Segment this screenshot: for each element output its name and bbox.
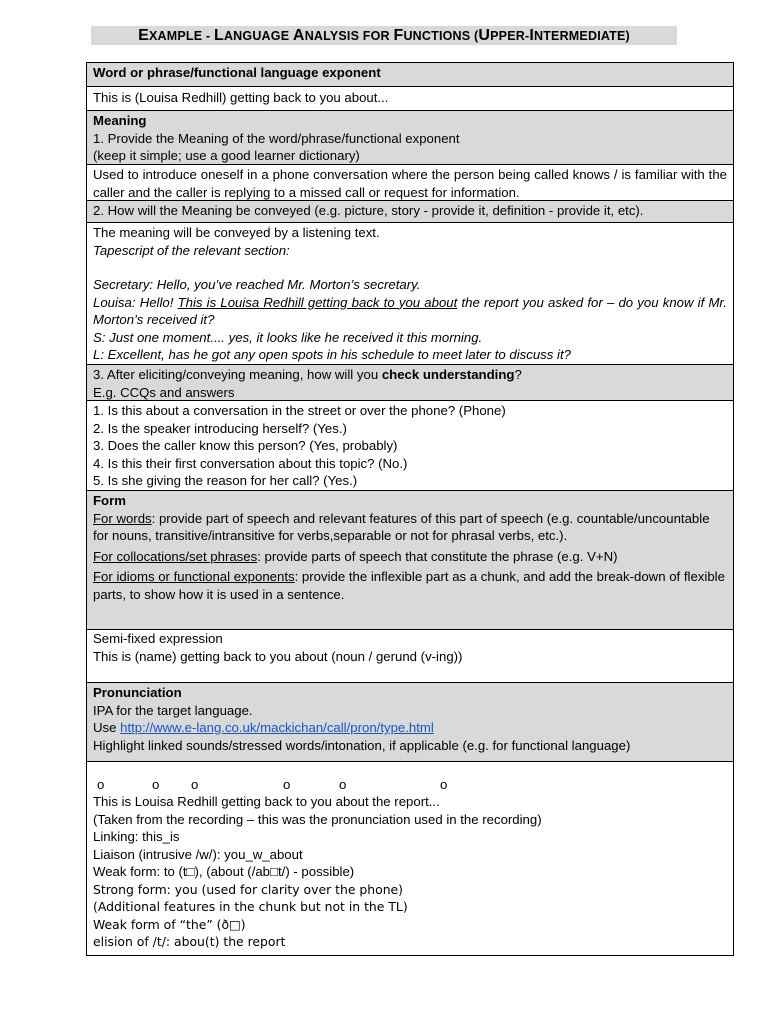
tapescript-line: Louisa: Hello! This is Louisa Redhill getting back to you about the report you asked for – do you know if Mr. Morton’s received it? xyxy=(93,294,728,327)
meaning-question-2: 2. How will the Meaning be conveyed (e.g. picture, story - provide it, definition - provide it, etc). xyxy=(87,201,733,223)
stress-mark: o xyxy=(440,777,448,792)
pronunciation-heading: Pronunciation xyxy=(93,685,182,700)
pronunciation-answer: o o o o o o This is Louisa Redhill getting back to you about the report... (Taken from the recording – this was the pronunciation used in the recording) Linking: this_is Liaison (intrusive /w/): you_w_about Weak form: to (t□), (about (/ab□t/) - possible) Strong form: you (used for clarity over the phone) (Additional features in the chunk but not in the TL) Weak form of “the” (ð□) elision of /t/: abou(t) the report xyxy=(87,762,733,955)
form-heading: Form xyxy=(93,493,126,508)
page-title: EXAMPLE - LANGUAGE ANALYSIS FOR FUNCTIONS (UPPER-INTERMEDIATE) xyxy=(91,26,677,45)
meaning-convey-answer: The meaning will be conveyed by a listening text. Tapescript of the relevant section: Secretary: Hello, you’ve reached Mr. Morton’s secretary. Louisa: Hello! This is Louisa Redhill getting back to you about the report you asked for – do you know if Mr. Morton’s received it? S: Just one moment.... yes, it looks like he received it this morning. L: Excellent, has he got any open spots in his schedule to meet later to discuss it? xyxy=(87,223,733,365)
ccq-list xyxy=(87,401,733,491)
example-sentence: This is Louisa Redhill getting back to you about the report... xyxy=(93,794,440,809)
stress-mark: o xyxy=(191,777,199,792)
pronunciation-question: Pronunciation IPA for the target language. Use http://www.e-lang.co.uk/mackichan/call/pron/type.html Highlight linked sounds/stressed words/intonation, if applicable (e.g. for functional language) xyxy=(87,683,733,762)
ccq-item: 1. Is this about a conversation in the street or over the phone? (Phone) xyxy=(93,403,506,418)
meaning-heading: Meaning xyxy=(93,113,147,128)
stress-mark: o xyxy=(339,777,347,792)
tapescript-line: L: Excellent, has he got any open spots in his schedule to meet later to discuss it? xyxy=(93,347,571,362)
tapescript-label: Tapescript of the relevant section: xyxy=(93,242,290,258)
word-value: This is (Louisa Redhill) getting back to you about... xyxy=(87,87,733,111)
stress-mark: o xyxy=(152,777,160,792)
stress-mark: o xyxy=(283,777,291,792)
ccq-item: 5. Is she giving the reason for her call? (Yes.) xyxy=(93,473,358,488)
pronunciation-link[interactable]: http://www.e-lang.co.uk/mackichan/call/pron/type.html xyxy=(120,720,434,735)
ccq-item: 4. Is this their first conversation about this topic? (No.) xyxy=(93,455,408,471)
form-question: Form For words: provide part of speech and relevant features of this part of speech (e.g. countable/uncountable for nouns, transitive/intransitive for verbs,separable or not for phrasal verbs, etc.). For collocations/set phrases: provide parts of speech that constitute the phrase (e.g. V+N) For idioms or functional exponents: provide the inflexible part as a chunk, and add the break-down of flexible parts, to show how it is used in a sentence. xyxy=(87,491,733,630)
ccq-item: 2. Is the speaker introducing herself? (Yes.) xyxy=(93,420,347,436)
meaning-question-1: Meaning 1. Provide the Meaning of the word/phrase/functional exponent (keep it simple; use a good learner dictionary) xyxy=(87,111,733,165)
meaning-answer: Used to introduce oneself in a phone conversation where the person being called knows / is familiar with the caller and the caller is replying to a missed call or request for information. xyxy=(87,165,733,201)
ccq-item: 3. Does the caller know this person? (Yes, probably) xyxy=(93,438,398,453)
form-answer: Semi-fixed expression This is (name) getting back to you about (noun / gerund (v-ing)) xyxy=(87,630,733,683)
check-understanding-question: 3. After eliciting/conveying meaning, how will you check understanding? E.g. CCQs and answers xyxy=(87,365,733,401)
stress-marks xyxy=(93,776,727,793)
word-heading: Word or phrase/functional language exponent xyxy=(87,63,733,87)
analysis-table xyxy=(86,62,734,956)
tapescript-line: S: Just one moment.... yes, it looks like he received it this morning. xyxy=(93,329,483,345)
stress-mark: o xyxy=(97,777,105,792)
tapescript-line: Secretary: Hello, you’ve reached Mr. Morton’s secretary. xyxy=(93,277,421,292)
